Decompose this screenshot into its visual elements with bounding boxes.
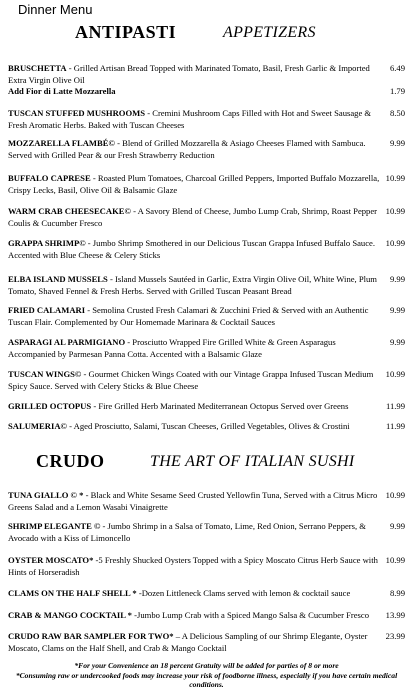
menu-item <box>8 490 405 513</box>
menu-item <box>8 305 405 328</box>
item-description: -Jumbo Lump Crab with a Spiced Mango Salsa & Cucumber Fresco <box>131 610 369 620</box>
item-description: - Roasted Plum Tomatoes, Charcoal Grilled Peppers, Imported Buffalo Mozzarella, Crispy Lecks, Basil, Olive Oil & Balsamic Glaze <box>8 173 380 195</box>
item-price: 10.99 <box>385 490 405 500</box>
menu-item <box>8 206 405 229</box>
menu-item <box>8 173 405 196</box>
item-name: ASPARAGI AL PARMIGIANO <box>8 337 126 347</box>
item-price: 9.99 <box>389 138 405 148</box>
menu-header-label: Dinner Menu <box>18 2 93 17</box>
gratuity-note: *For your Convenience an 18 percent Gratuity will be added for parties of 8 or more <box>74 661 339 670</box>
menu-item <box>8 63 405 98</box>
menu-item <box>8 108 405 131</box>
item-description: - Black and White Sesame Seed Crusted Yellowfin Tuna, Served with a Citrus Micro Greens Salad and a Lemon Wasabi Vinaigrette <box>8 490 378 512</box>
menu-item <box>8 610 405 622</box>
item-name: ELBA ISLAND MUSSELS <box>8 274 108 284</box>
item-description: - Blend of Grilled Mozzarella & Asiago Cheeses Flamed with Sambuca. Served with Grilled Pear & our Fresh Strawberry Reduction <box>8 138 366 160</box>
item-description: - Aged Prosciutto, Salami, Tuscan Cheeses, Grilled Vegetables, Olives & Crostini <box>66 421 350 431</box>
item-description: -Dozen Littleneck Clams served with lemon & cocktail sauce <box>136 588 351 598</box>
item-description: - Prosciutto Wrapped Fire Grilled White & Green Asparagus Accompanied by Parmesan Panna Cotta. Accented with a Balsamic Glaze <box>8 337 336 359</box>
section-subtitle: THE ART OF ITALIAN SUSHI <box>150 453 355 470</box>
item-price: 10.99 <box>385 173 405 183</box>
item-name: CLAMS ON THE HALF SHELL * <box>8 588 137 598</box>
item-name: GRILLED OCTOPUS <box>8 401 92 411</box>
item-price: 13.99 <box>385 610 405 620</box>
item-name: BRUSCHETTA <box>8 63 67 73</box>
menu-footer <box>0 661 413 690</box>
item-price: 9.99 <box>389 337 405 347</box>
item-addon: Add Fior di Latte Mozzarella <box>8 86 116 96</box>
item-description: - Grilled Artisan Bread Topped with Marinated Tomato, Basil, Fresh Garlic & Imported Extra Virgin Olive Oil <box>8 63 370 85</box>
item-addon-price: 1.79 <box>389 86 405 96</box>
item-price: 10.99 <box>385 555 405 565</box>
item-name: WARM CRAB CHEESECAKE© <box>8 206 131 216</box>
item-price: 9.99 <box>389 305 405 315</box>
item-price: 10.99 <box>385 369 405 379</box>
menu-item <box>8 421 405 433</box>
item-name: SHRIMP ELEGANTE © <box>8 521 101 531</box>
item-price: 11.99 <box>385 401 405 411</box>
item-name: TUNA GIALLO © * <box>8 490 84 500</box>
section-title: ANTIPASTI <box>75 22 177 42</box>
menu-item <box>8 588 405 600</box>
item-description: - Fire Grilled Herb Marinated Mediterranean Octopus Served over Greens <box>91 401 349 411</box>
item-price: 9.99 <box>389 274 405 284</box>
item-price: 8.99 <box>389 588 405 598</box>
item-price: 9.99 <box>389 521 405 531</box>
menu-item <box>8 238 405 261</box>
menu-item <box>8 274 405 297</box>
item-description: - Jumbo Shrimp Smothered in our Delicious Tuscan Grappa Infused Buffalo Sauce. Accented with Blue Cheese & Celery Sticks <box>8 238 376 260</box>
menu-item <box>8 631 405 654</box>
item-name: CRUDO RAW BAR SAMPLER FOR TWO* <box>8 631 174 641</box>
item-price: 10.99 <box>385 238 405 248</box>
item-name: OYSTER MOSCATO* <box>8 555 94 565</box>
item-price: 11.99 <box>385 421 405 431</box>
item-description: - A Savory Blend of Cheese, Jumbo Lump Crab, Shrimp, Roast Pepper Coulis & Cucumber Fresco <box>8 206 378 228</box>
item-description: - Gourmet Chicken Wings Coated with our Vintage Grappa Infused Tuscan Medium Spicy Sauce. Served with Celery Sticks & Blue Cheese <box>8 369 374 391</box>
item-name: TUSCAN WINGS© <box>8 369 82 379</box>
item-name: CRAB & MANGO COCKTAIL * <box>8 610 132 620</box>
section-title: CRUDO <box>36 451 105 471</box>
menu-item <box>8 555 405 578</box>
menu-item <box>8 401 405 413</box>
item-name: BUFFALO CAPRESE <box>8 173 91 183</box>
menu-item <box>8 138 405 161</box>
item-name: MOZZARELLA FLAMBÉ© <box>8 138 115 148</box>
item-price: 23.99 <box>385 631 405 641</box>
menu-item <box>8 337 405 360</box>
item-description: - Cremini Mushroom Caps Filled with Hot and Sweet Sausage & Fresh Aromatic Herbs. Baked with Tuscan Cheeses <box>8 108 372 130</box>
item-description: – A Delicious Sampling of our Shrimp Elegante, Oyster Moscato, Clams on the Half Shell, and Crab & Mango Cocktail <box>8 631 368 653</box>
item-price: 8.50 <box>389 108 405 118</box>
item-name: SALUMERIA© <box>8 421 67 431</box>
item-description: - Island Mussels Sautéed in Garlic, Extra Virgin Olive Oil, White Wine, Plum Tomato, Shaved Fennel & Fresh Herbs. Served with Grilled Tuscan Peasant Bread <box>8 274 377 296</box>
item-price: 6.49 <box>389 63 405 73</box>
item-name: FRIED CALAMARI <box>8 305 86 315</box>
raw-food-warning: *Consuming raw or undercooked foods may increase your risk of foodborne illness, especially if you have certain medical conditions. <box>15 670 398 689</box>
section-header-crudo <box>0 449 413 475</box>
item-description: - Jumbo Shrimp in a Salsa of Tomato, Lime, Red Onion, Serrano Peppers, & Avocado with a Kiss of Limoncello <box>8 521 366 543</box>
menu-item <box>8 521 405 544</box>
item-name: GRAPPA SHRIMP© <box>8 238 86 248</box>
section-subtitle: APPETIZERS <box>223 24 316 41</box>
menu-item <box>8 369 405 392</box>
item-description: - Semolina Crusted Fresh Calamari & Zucchini Fried & Served with an Authentic Tuscan Flair. Complemented by Our Homemade Marinara & Cocktail Sauces <box>8 305 369 327</box>
item-price: 10.99 <box>385 206 405 216</box>
item-description: -5 Freshly Shucked Oysters Topped with a Spicy Moscato Citrus Herb Sauce with Hints of Horseradish <box>8 555 378 577</box>
section-header-antipasti <box>0 20 413 46</box>
item-name: TUSCAN STUFFED MUSHROOMS <box>8 108 146 118</box>
